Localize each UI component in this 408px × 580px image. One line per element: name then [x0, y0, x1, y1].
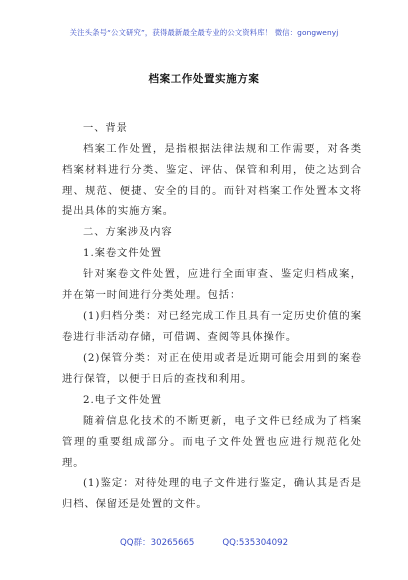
subsection-2-1-heading: 1.案卷文件处置	[83, 247, 162, 259]
subsection-2-2-paragraph: 随着信息化技术的不断更新，电子文件已经成为了档案管理的重要组成部分。而电子文件处置也应进行规范化处理。	[62, 415, 362, 469]
header-note: 关注头条号“公文研究”，获得最新最全最专业的公文资料库！ 微信：gongwenyj	[69, 28, 339, 37]
list-item-identification: (1)鉴定：对待处理的电子文件进行鉴定，确认其是否是归档、保留还是处置的文件。	[62, 477, 362, 510]
section-1-heading: 一、背景	[83, 122, 128, 134]
section-1-paragraph: 档案工作处置，是指根据法律法规和工作需要，对各类档案材料进行分类、鉴定、评估、保管和利用，使之达到合理、规范、便捷、安全的目的。而针对档案工作处置本文将提出具体的实施方案。	[62, 143, 362, 218]
footer-qq-number: QQ:535304092	[222, 538, 289, 548]
footer-contact	[0, 536, 408, 548]
subsection-2-2-heading: 2.电子文件处置	[83, 394, 162, 406]
document-title: 档案工作处置实施方案	[148, 73, 260, 85]
section-2-heading: 二、方案涉及内容	[83, 226, 173, 238]
list-item-storage-classification: (2)保管分类：对正在使用或者是近期可能会用到的案卷进行保管，以便于日后的查找和利用。	[62, 352, 362, 385]
list-item-archive-classification: (1)归档分类：对已经完成工作且具有一定历史价值的案卷进行非活动存储，可借调、查阅等具体操作。	[62, 310, 362, 343]
subsection-2-1-paragraph: 针对案卷文件处置，应进行全面审查、鉴定归档成案，并在第一时间进行分类处理。包括：	[62, 268, 362, 301]
footer-qq-group: QQ群：30265665	[119, 538, 195, 548]
